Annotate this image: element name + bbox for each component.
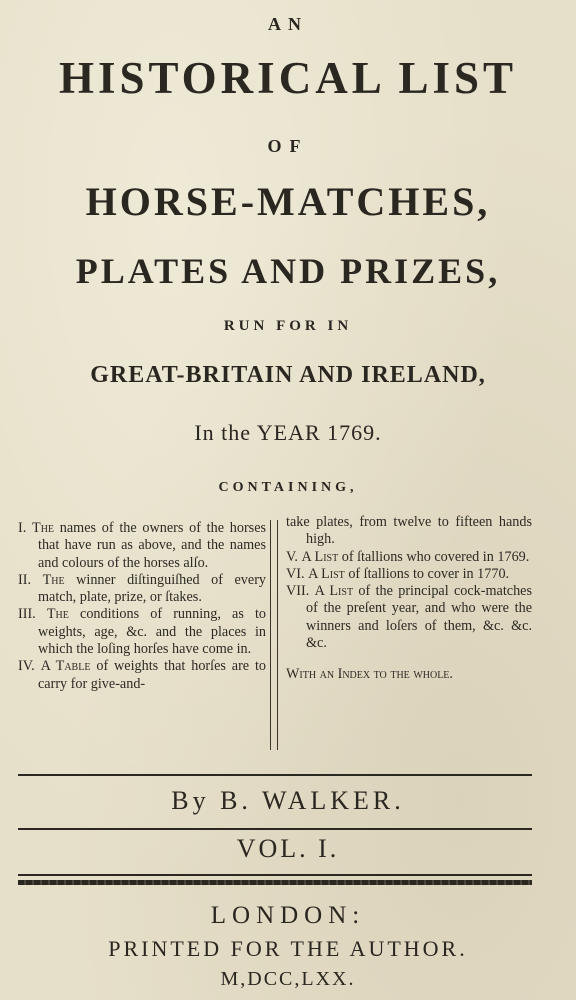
rule-top <box>18 774 532 776</box>
contents-item: V. A List of ſtallions who covered in 1769. <box>286 548 530 565</box>
contents-item: I. The names of the owners of the horses that have run as above, and the names and colours of the horses alſo. <box>18 520 267 571</box>
title-main-line2: HORSE-MATCHES, <box>85 179 491 224</box>
imprint-date: M,DCC,LXX. <box>220 968 356 990</box>
title-year: In the YEAR 1769. <box>194 420 382 445</box>
title-of: OF <box>267 136 309 156</box>
contents-item: IV. A Table of weights that horſes are to carry for give-and- <box>18 658 267 692</box>
contents-item: II. The winner diſtinguiſhed of every match, plate, prize, or ſtakes. <box>18 571 267 606</box>
volume-line: VOL. I. <box>236 834 340 863</box>
author-line: By B. WALKER. <box>171 786 405 815</box>
contents-right-column <box>286 514 532 684</box>
rule-bottom <box>18 874 532 876</box>
imprint-city: LONDON: <box>210 902 366 929</box>
column-divider <box>270 520 278 750</box>
title-run-for: RUN FOR IN <box>223 318 353 334</box>
rule-middle <box>18 828 532 830</box>
rule-ornament <box>18 880 532 885</box>
title-main-line3: PLATES AND PRIZES, <box>75 251 501 291</box>
title-an: AN <box>268 14 308 34</box>
contents-left-column <box>18 520 266 693</box>
containing-heading: CONTAINING, <box>218 480 358 495</box>
with-index-note: With an Index to the whole. <box>286 666 453 683</box>
title-places: GREAT-BRITAIN AND IRELAND, <box>90 362 486 388</box>
contents-item: VII. A List of the principal cock-matches of the preſent year, and who were the winners and loſers of them, &c. &c. &c. <box>286 583 532 652</box>
contents-item: III. The conditions of running, as to weights, age, &c. and the places in which the loſing horſes have come in. <box>18 606 267 658</box>
contents-item: take plates, from twelve to fifteen hands high. <box>286 514 532 548</box>
title-main-line1: HISTORICAL LIST <box>58 53 518 103</box>
imprint-printed: PRINTED FOR THE AUTHOR. <box>108 936 468 961</box>
contents-item: VI. A List of ſtallions to cover in 1770. <box>286 565 510 582</box>
